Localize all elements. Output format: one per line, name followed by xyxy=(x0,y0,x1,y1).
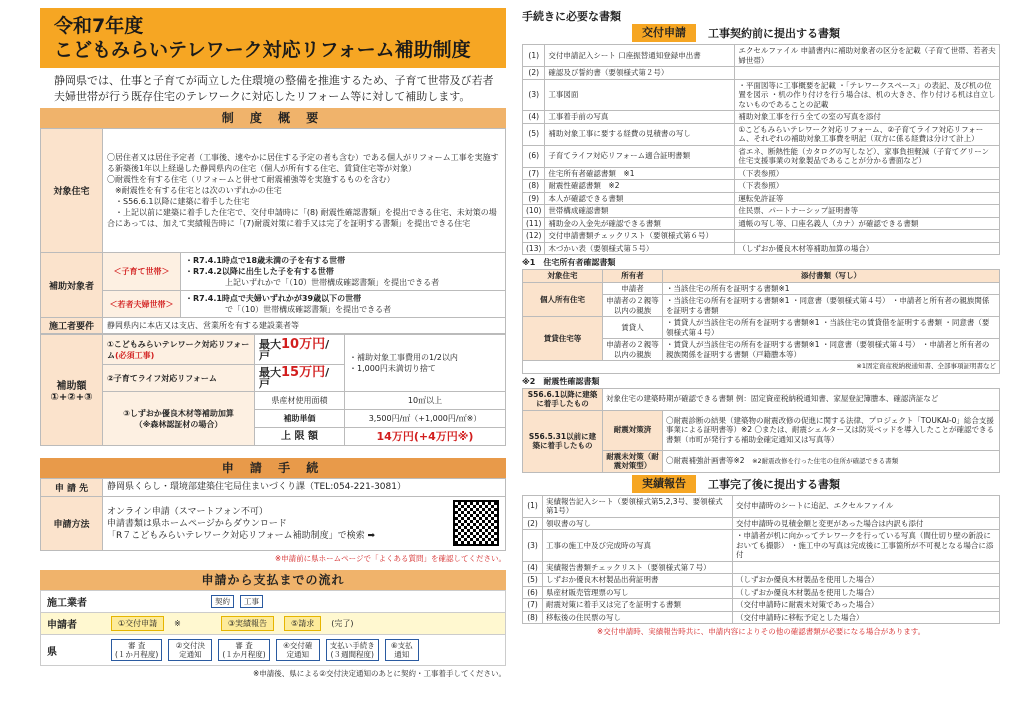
flow-decision: ②交付決定通知 xyxy=(168,639,212,661)
item1-label: ①こどもみらいテレワーク対応リフォーム xyxy=(107,339,250,360)
owner-owner: 申請者 xyxy=(603,282,663,295)
item2-value: 15万円 xyxy=(281,365,326,380)
item-note-2: ・1,000円未満切り捨て xyxy=(349,364,436,373)
seismic-r2-label: S56.5.31以前に建築に着手したもの xyxy=(523,410,603,472)
report-rows-note: ・申請者が机に向かってテレワークを行っている写真（間仕切り壁の新設においても撮影） ・施工中の写真は完成後に工事箇所が不可視となる場合に添付 xyxy=(733,530,1000,562)
overview-heading: 制 度 概 要 xyxy=(40,108,506,128)
owner-docs: ・当該住宅の所有を証明する書類※1 xyxy=(663,282,1000,295)
owner-docs: ・当該住宅の所有を証明する書類※1 ・同意書（要領様式第４号） ・申請者と所有者の親族関係を証明する書類 xyxy=(663,295,1000,317)
faq-note: ※申請前に県ホームページで「よくある質問」を確認してください。 xyxy=(274,554,506,563)
app-rows-name: 工事図面 xyxy=(545,79,735,111)
app-rows-num: (11) xyxy=(523,217,545,230)
child-cond-2: ・R7.4.2以降に出生した子を有する世帯 xyxy=(185,267,334,276)
young-tag: ＜若者夫婦世帯＞ xyxy=(103,291,181,318)
app-rows-note: 省エネ、断熱性能（カタログの写しなど）、家事負担軽減（子育てグリーン住宅支援事業の対象製品であることが分かる書面など） xyxy=(735,145,1000,167)
flow-pref-label: 県 xyxy=(47,646,57,658)
report-rows-num: (8) xyxy=(523,611,543,624)
app-rows-note xyxy=(735,230,1000,243)
flow-payment xyxy=(326,639,379,661)
child-conditions xyxy=(181,253,506,291)
app-rows-name: 本人が確認できる書類 xyxy=(545,192,735,205)
app-rows-num: (13) xyxy=(523,242,545,255)
child-tag: ＜子育て世帯＞ xyxy=(103,253,181,291)
owner-header-cell: 添付書類（写し） xyxy=(663,270,1000,283)
app-rows-row xyxy=(523,180,1000,193)
young-conditions xyxy=(181,291,506,318)
report-rows-note: 交付申請時のシートに追記、エクセルファイル xyxy=(733,495,1000,517)
title-banner xyxy=(40,8,506,68)
method-text xyxy=(103,497,506,551)
app-rows-name: 補助対象工事に要する経費の見積書の写し xyxy=(545,123,735,145)
flow-contractor-row xyxy=(41,591,505,613)
app-rows-note: ①こどもみらいテレワーク対応リフォーム、②子育てライフ対応リフォーム、それぞれの補助対象工事費を明記（双方に係る経費は分けて計上） xyxy=(735,123,1000,145)
target-text: 〇居住者又は居住予定者（工事後、速やかに居住する予定の者も含む）である個人がリフォーム工事を実施する新築後1年以上経過した静岡県内の住宅（個人が所有する住宅、賃貸住宅等が対象） 〇耐震性を有する住宅（リフォームと併せて耐震補強等を実施するものを含む） ※耐震性を有する住宅とは次のいずれかの住宅 ・S56.6.1以降に建築に着手した住宅 ・上記以前に建築に着手した住宅で、交付申請時に「(8) 耐震性確認書類」を提出できる住宅、未対策の場合にあっては、加えて実績報告時に「(7)耐震対策に着手又は完了を証明する書類」を提出できる住宅 xyxy=(103,129,506,253)
method-line-3: 「R７こどもみらいテレワーク対応リフォーム補助制度」で検索 ➡ xyxy=(107,530,376,541)
app-rows-row xyxy=(523,242,1000,255)
app-rows-num: (3) xyxy=(523,79,545,111)
item-notes xyxy=(345,335,506,392)
child-cond-1: ・R7.4.1時点で18歳未満の子を有する世帯 xyxy=(185,256,346,265)
flow-heading: 申請から支払までの流れ xyxy=(40,570,506,590)
item3-rate-value: 3,500円/㎡（+1,000円/㎡※） xyxy=(345,410,506,428)
flow-contractor-label: 施工業者 xyxy=(47,598,87,609)
report-rows-row xyxy=(523,586,1000,599)
owner-docs: ・賃貸人が当該住宅の所有を証明する書類※1 ・同意書（要領様式第４号） ・申請者と所有者の親族関係を証明する書類（戸籍謄本等） xyxy=(663,339,1000,361)
app-rows-name: 交付申請書類チェックリスト（要領様式第６号） xyxy=(545,230,735,243)
report-rows-name: 工事の施工中及び完成時の写真 xyxy=(543,530,733,562)
report-tag: 実績報告 xyxy=(632,475,696,493)
applicant-label: 補助対象者 xyxy=(41,253,103,318)
app-rows-note: 補助対象工事を行う全ての室の写真を添付 xyxy=(735,111,1000,124)
item3-area-label: 県産材使用面積 xyxy=(255,392,345,410)
report-rows-num: (1) xyxy=(523,495,543,517)
report-rows-name: 領収書の写し xyxy=(543,517,733,530)
bottom-note: ※交付申請時、実績報告時共に、申請内容によりその他の確認書類が必要になる場合があります。 xyxy=(596,627,926,636)
item3-cap-label: 上 限 額 xyxy=(255,428,345,446)
report-rows-row xyxy=(523,599,1000,612)
app-rows-num: (8) xyxy=(523,180,545,193)
seismic-r1-label: S56.6.1以降に建築に着手したもの xyxy=(523,388,603,410)
app-rows-note: （下表参照） xyxy=(735,180,1000,193)
app-rows-num: (10) xyxy=(523,205,545,218)
report-rows-name: 県産材販売管理票の写し xyxy=(543,586,733,599)
owner-note: ※1固定資産税納税通知書、全部事項証明書など xyxy=(523,361,1000,374)
app-rows-note: 運転免許証等 xyxy=(735,192,1000,205)
app-rows-row xyxy=(523,217,1000,230)
flow-construction: 工事 xyxy=(240,595,263,608)
flow-review-2 xyxy=(218,639,269,661)
app-rows-num: (7) xyxy=(523,167,545,180)
item3-rate-label: 補助単価 xyxy=(255,410,345,428)
flow-pay-notice: ⑥支払通知 xyxy=(385,639,419,661)
title-program: こどもみらいテレワーク対応リフォーム補助制度 xyxy=(54,39,471,61)
report-rows-num: (7) xyxy=(523,599,543,612)
seismic-r2-text2: 〇耐震補強計画書等※2 xyxy=(666,455,745,465)
app-rows-name: 子育てライフ対応リフォーム適合証明書類 xyxy=(545,145,735,167)
flow-chart xyxy=(40,590,506,666)
app-rows-name: 補助金の入金先が確認できる書類 xyxy=(545,217,735,230)
method-line-2: 申請書類は県ホームページからダウンロード xyxy=(107,518,287,529)
owner-note-row xyxy=(523,361,1000,374)
report-rows-row xyxy=(523,561,1000,574)
item1-value: 10万円 xyxy=(281,336,326,352)
owner-docs-table xyxy=(522,269,1000,374)
report-rows-name: 実績報告書類チェックリスト（要領様式第７号） xyxy=(543,561,733,574)
app-rows-row xyxy=(523,123,1000,145)
app-rows-note: （しずおか優良木材等補助加算の場合） xyxy=(735,242,1000,255)
report-rows-num: (2) xyxy=(523,517,543,530)
flow-mark: ※ xyxy=(174,619,181,628)
owner-header-cell: 対象住宅 xyxy=(523,270,603,283)
seismic-r1-text: 対象住宅の建築時期が確認できる書類 例：固定資産税納税通知書、家屋登記簿謄本、確認済証など xyxy=(603,388,1000,410)
seismic-r2-cell xyxy=(663,450,1000,472)
owner-type: 個人所有住宅 xyxy=(523,282,603,317)
report-rows-note: （しずおか優良木材製品を使用した場合） xyxy=(733,574,1000,587)
young-cond-1: ・R7.4.1時点で夫婦いずれかが39歳以下の世帯 xyxy=(185,294,362,303)
report-rows-row xyxy=(523,574,1000,587)
title-year: 令和7年度 xyxy=(54,15,144,37)
flow-pref-row xyxy=(41,635,505,665)
app-tag: 交付申請 xyxy=(632,24,696,42)
report-rows-num: (4) xyxy=(523,561,543,574)
seismic-r2-sub1: 耐震対策済 xyxy=(603,410,663,450)
flow-review-2-sub: (１か月程度) xyxy=(222,650,266,659)
report-rows-note: （交付申請時に移転予定とした場合） xyxy=(733,611,1000,624)
flow-payment-label: 支払い手続き xyxy=(329,641,375,650)
overview-table xyxy=(40,128,506,334)
app-rows-note: 通帳の写し等、口座名義人（カナ）が確認できる書類 xyxy=(735,217,1000,230)
app-rows-note: （下表参照） xyxy=(735,167,1000,180)
owner-owner: 賃貸人 xyxy=(603,317,663,339)
owner-row xyxy=(523,282,1000,295)
item2-amount xyxy=(255,365,345,392)
apply-heading: 申 請 手 続 xyxy=(40,458,506,478)
dest-text: 静岡県くらし・環境部建築住宅局住まいづくり課（TEL:054-221-3081） xyxy=(103,479,506,497)
app-rows-note: ・平面図等に工事概要を記載 ・「テレワークスペース」の表記、及び机の位置を図示 ・机の作り付けを行う場合は、机の大きさ、作り付ける机は自立しないものであることの記載 xyxy=(735,79,1000,111)
app-rows-num: (12) xyxy=(523,230,545,243)
seismic-docs-title: ※2 耐震性確認書類 xyxy=(522,376,600,386)
flow-review-1 xyxy=(111,639,162,661)
owner-docs: ・賃貸人が当該住宅の所有を証明する書類※1 ・当該住宅の賃貸借を証明する書類 ・同意書（要領様式第４号） xyxy=(663,317,1000,339)
item3-cap-value: 14万円(+4万円※) xyxy=(345,428,506,446)
amount-label: 補助額 ①+②+③ xyxy=(41,335,103,446)
owner-owner: 申請者の２親等以内の親族 xyxy=(603,339,663,361)
flow-payment-sub: (３週間程度) xyxy=(330,650,374,659)
app-rows-row xyxy=(523,205,1000,218)
app-rows-row xyxy=(523,145,1000,167)
flow-review-1-sub: (１か月程度) xyxy=(115,650,159,659)
owner-header-cell: 所有者 xyxy=(603,270,663,283)
app-rows-name: 木づかい表（要領様式第５号） xyxy=(545,242,735,255)
child-cond-3: 上記いずれかで「（10）世帯構成確認書類」を提出できる者 xyxy=(225,278,440,287)
method-label: 申請方法 xyxy=(41,497,103,551)
app-rows-row xyxy=(523,230,1000,243)
dest-label: 申 請 先 xyxy=(41,479,103,497)
item3-name xyxy=(103,392,255,446)
flow-note: ※申請後、県による②交付決定通知のあとに契約・工事着手してください。 xyxy=(252,669,506,678)
app-rows-num: (9) xyxy=(523,192,545,205)
item2-unit: /戸 xyxy=(259,366,330,390)
report-rows-name: しずおか優良木材製品出荷証明書 xyxy=(543,574,733,587)
app-rows-row xyxy=(523,167,1000,180)
app-rows-note xyxy=(735,67,1000,80)
owner-type: 賃貸住宅等 xyxy=(523,317,603,361)
flow-step-application: ①交付申請 xyxy=(111,616,164,631)
app-rows-note: 住民票、パートナーシップ証明書等 xyxy=(735,205,1000,218)
target-label: 対象住宅 xyxy=(41,129,103,253)
contractor-text: 静岡県内に本店又は支店、営業所を有する建設業者等 xyxy=(103,318,506,334)
app-rows-num: (1) xyxy=(523,45,545,67)
flow-contract: 契約 xyxy=(211,595,234,608)
app-rows-num: (5) xyxy=(523,123,545,145)
seismic-r2-sub2: 耐震未対策（耐震対策型） xyxy=(603,450,663,472)
flow-step-report: ③実績報告 xyxy=(221,616,274,631)
item1-amount xyxy=(255,335,345,365)
app-rows-row xyxy=(523,79,1000,111)
report-rows-num: (5) xyxy=(523,574,543,587)
app-rows-num: (6) xyxy=(523,145,545,167)
flow-applicant-row xyxy=(41,613,505,635)
item2-name: ②子育てライフ対応リフォーム xyxy=(103,365,255,392)
app-rows-row xyxy=(523,192,1000,205)
app-rows-name: 確認及び誓約書（要領様式第２号） xyxy=(545,67,735,80)
app-rows-row xyxy=(523,45,1000,67)
item3-label: ③しずおか優良木材等補助加算 xyxy=(123,408,234,418)
qr-code-icon[interactable] xyxy=(453,500,499,546)
flow-step-claim: ⑤請求 xyxy=(284,616,321,631)
report-rows-num: (6) xyxy=(523,586,543,599)
app-rows-name: 住宅所有者確認書類 ※1 xyxy=(545,167,735,180)
app-title: 工事契約前に提出する書類 xyxy=(708,27,840,40)
app-rows-num: (2) xyxy=(523,67,545,80)
flow-step-complete: (完了) xyxy=(331,619,354,628)
intro-text: 静岡県では、仕事と子育てが両立した住環境の整備を推進するため、子育て世帯及び若者夫婦世帯が行う既存住宅のテレワークに対応したリフォーム等に対して補助します。 xyxy=(54,74,494,103)
report-rows-row xyxy=(523,495,1000,517)
report-rows-name: 移転後の住民票の写し xyxy=(543,611,733,624)
owner-row xyxy=(523,317,1000,339)
flow-confirm: ④交付確定通知 xyxy=(276,639,320,661)
item-note-1: ・補助対象工事費用の1/2以内 xyxy=(349,353,458,362)
report-docs-table xyxy=(522,495,1000,625)
item3-area-value: 10㎡以上 xyxy=(345,392,506,410)
app-rows-num: (4) xyxy=(523,111,545,124)
item1-unit: /戸 xyxy=(259,337,330,362)
report-rows-note: （しずおか優良木材製品を使用した場合） xyxy=(733,586,1000,599)
report-rows-name: 実績報告記入シート（要領様式第5,2,3号、要領様式第1号） xyxy=(543,495,733,517)
report-rows-note xyxy=(733,561,1000,574)
owner-owner: 申請者の２親等以内の親族 xyxy=(603,295,663,317)
report-rows-row xyxy=(523,530,1000,562)
flow-review-2-label: 審 査 xyxy=(235,641,253,650)
item3-sub: （※森林認証材の場合） xyxy=(134,419,223,429)
app-rows-row xyxy=(523,111,1000,124)
report-rows-row xyxy=(523,517,1000,530)
app-rows-name: 工事着手前の写真 xyxy=(545,111,735,124)
right-column xyxy=(522,8,1000,639)
report-rows-note: 交付申請時の見積金額と変更があった場合は内訳も添付 xyxy=(733,517,1000,530)
method-line-1: オンライン申請（スマートフォン不可） xyxy=(107,506,268,517)
item1-max: 最大 xyxy=(259,337,281,351)
app-docs-header xyxy=(522,24,1000,42)
item1-name xyxy=(103,335,255,365)
contractor-label: 施工者要件 xyxy=(41,318,103,334)
amount-table xyxy=(40,334,506,446)
seismic-r2-text1: 〇耐震診断の結果（建築物の耐震改修の促進に関する法律、プロジェクト「TOUKAI-0」総合支援事業による証明書等）※2 〇または、耐震シェルター又は防災ベッドを導入したことが確認できる書類（市町が発行する補助金確定通知又は写真等） xyxy=(663,410,1000,450)
report-docs-header xyxy=(522,475,1000,493)
report-rows-num: (3) xyxy=(523,530,543,562)
owner-docs-title: ※1 住宅所有者確認書類 xyxy=(522,258,616,267)
report-rows-row xyxy=(523,611,1000,624)
left-column xyxy=(40,8,506,681)
app-rows-name: 交付申請記入シート 口座振替通知登録申出書 xyxy=(545,45,735,67)
app-rows-row xyxy=(523,67,1000,80)
report-title: 工事完了後に提出する書類 xyxy=(708,477,840,491)
flow-review-1-label: 審 査 xyxy=(127,641,146,650)
app-docs-table xyxy=(522,44,1000,255)
owner-header-row xyxy=(523,270,1000,283)
flow-applicant-label: 申請者 xyxy=(47,620,77,631)
item2-max: 最大 xyxy=(259,366,281,379)
seismic-docs-table xyxy=(522,388,1000,473)
report-rows-note: （交付申請時に耐震未対策であった場合） xyxy=(733,599,1000,612)
docs-heading: 手続きに必要な書類 xyxy=(522,10,621,23)
seismic-note: ※2耐震改修を行った住宅の住所が確認できる書類 xyxy=(752,456,899,465)
young-cond-2: で「（10）世帯構成確認書類」を提出できる者 xyxy=(225,305,392,314)
app-rows-note: エクセルファイル 申請書内に補助対象者の区分を記載（子育て世帯、若者夫婦世帯） xyxy=(735,45,1000,67)
item1-required: (必須工事) xyxy=(115,350,155,360)
app-rows-name: 世帯構成確認書類 xyxy=(545,205,735,218)
apply-table xyxy=(40,478,506,551)
app-rows-name: 耐震性確認書類 ※2 xyxy=(545,180,735,193)
report-rows-name: 耐震対策に着手又は完了を証明する書類 xyxy=(543,599,733,612)
